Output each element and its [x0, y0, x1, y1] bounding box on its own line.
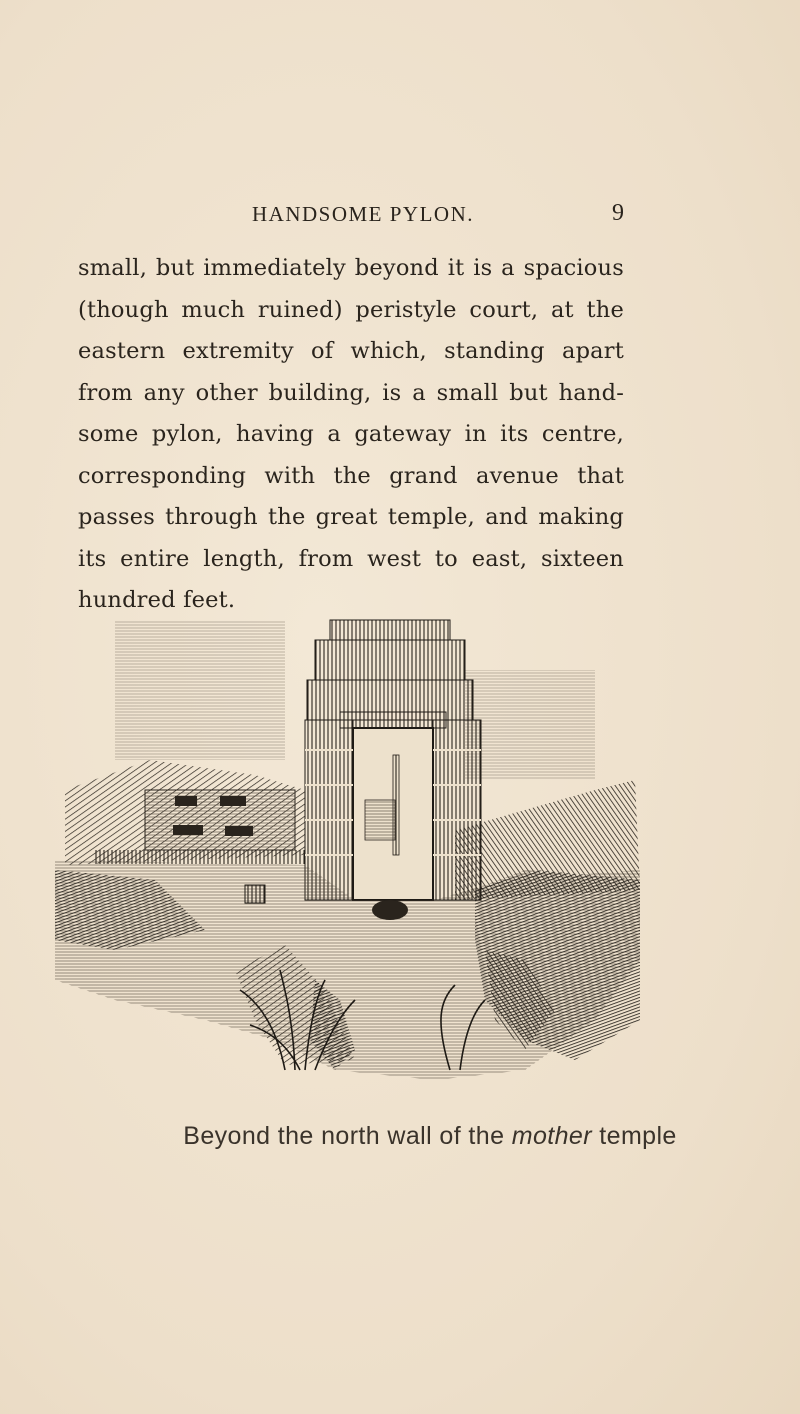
running-title: HANDSOME PYLON.	[252, 202, 475, 226]
pylon-engraving	[55, 600, 645, 1110]
caption-text-end: temple	[591, 1122, 677, 1150]
text-line: from any other building, is a small but hand-	[78, 379, 624, 406]
text-line: eastern extremity of which, standing apart	[78, 338, 624, 364]
running-head	[76, 202, 624, 232]
caption-text: Beyond the north wall of the	[183, 1122, 512, 1150]
text-line: (though much ruined) peristyle court, at the	[78, 296, 624, 323]
text-line: hundred feet.	[78, 587, 236, 613]
body-paragraph	[78, 248, 624, 622]
text-line: some pylon, having a gateway in its centre,	[78, 421, 624, 447]
text-line: corresponding with the grand avenue that	[78, 462, 624, 489]
figure-caption	[0, 1122, 800, 1151]
engraving-illustration	[55, 600, 645, 1110]
page-number: 9	[612, 200, 624, 226]
pylon-gateway	[305, 620, 481, 900]
text-line: its entire length, from west to east, sixteen	[78, 545, 624, 572]
left-ruins	[65, 760, 305, 865]
caption-emphasis: mother	[511, 1122, 592, 1150]
text-line: passes through the great temple, and making	[78, 504, 624, 530]
text-line: small, but immediately beyond it is a spacious	[78, 255, 624, 281]
